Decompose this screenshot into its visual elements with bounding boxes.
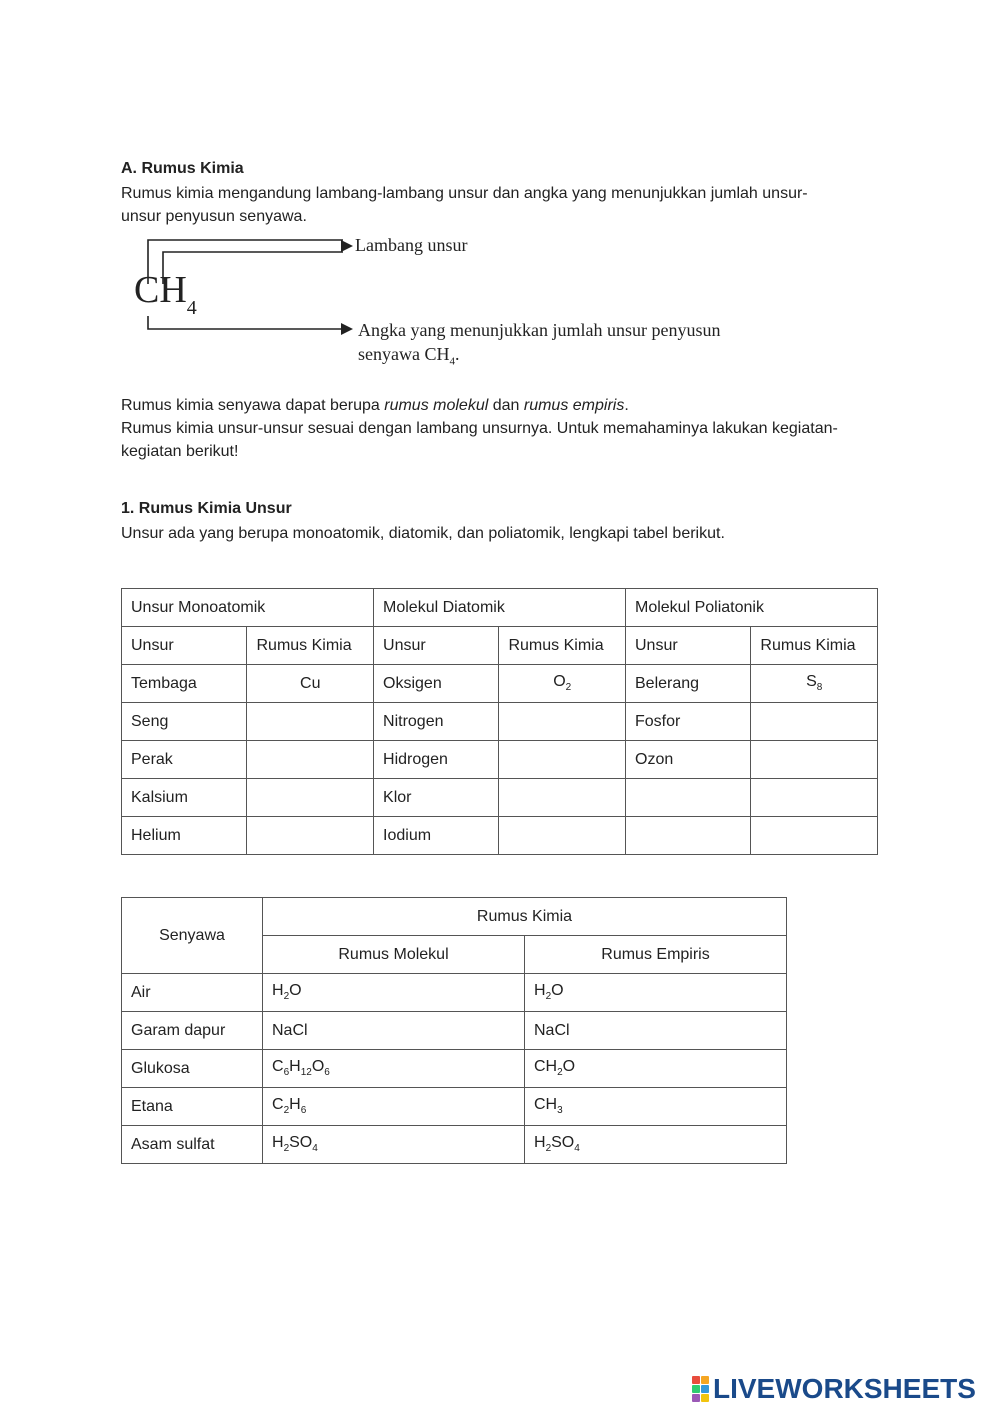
empirical-formula: NaCl [525, 1012, 787, 1050]
compound-name: Air [122, 974, 263, 1012]
answer-input-hidrogen[interactable] [499, 741, 626, 779]
compound-name: Asam sulfat [122, 1126, 263, 1164]
answer-input-nitrogen[interactable] [499, 703, 626, 741]
section-1-title: 1. Rumus Kimia Unsur [121, 500, 292, 517]
element-name: Ozon [626, 741, 751, 779]
col-unsur: Unsur [374, 627, 499, 665]
table-row [122, 1050, 787, 1088]
element-formula [751, 665, 878, 703]
ch4-formula [134, 269, 197, 319]
p2-text-e: . [624, 397, 629, 414]
compound-name: Glukosa [122, 1050, 263, 1088]
table-subheader-row [122, 627, 878, 665]
answer-input-helium[interactable] [247, 817, 374, 855]
answer-input-ozon[interactable] [751, 741, 878, 779]
paragraph-2 [121, 394, 881, 463]
element-name: Kalsium [122, 779, 247, 817]
paragraph-2-line-2: Rumus kimia unsur-unsur sesuai dengan lambang unsurnya. Untuk memahaminya lakukan kegiatan- [121, 420, 838, 437]
element-name: Hidrogen [374, 741, 499, 779]
section-a-line-2: unsur penyusun senyawa. [121, 208, 307, 225]
empty-cell [626, 779, 751, 817]
liveworksheets-logo-text: LIVEWORKSHEETS [713, 1373, 976, 1404]
element-name: Klor [374, 779, 499, 817]
col-unsur: Unsur [626, 627, 751, 665]
label-angka-sub: 4 [449, 355, 455, 368]
table-row [122, 741, 878, 779]
label-lambang-unsur: Lambang unsur [355, 235, 468, 255]
p2-text-c: dan [488, 397, 524, 414]
compound-name: Garam dapur [122, 1012, 263, 1050]
empty-cell [751, 817, 878, 855]
section-a-line-1: Rumus kimia mengandung lambang-lambang unsur dan angka yang menunjukkan jumlah unsur- [121, 185, 808, 202]
label-angka [358, 318, 720, 374]
ch4-formula-diagram [121, 232, 821, 372]
empty-cell [626, 817, 751, 855]
compound-name: Etana [122, 1088, 263, 1126]
table-row [122, 665, 878, 703]
formula-main: CH [134, 269, 187, 311]
empirical-formula: $H_2O$ [525, 974, 787, 1012]
compounds-table [121, 897, 787, 1164]
header-poliatomik: Molekul Poliatonik [626, 589, 878, 627]
answer-input-kalsium[interactable] [247, 779, 374, 817]
answer-input-seng[interactable] [247, 703, 374, 741]
p2-rumus-molekul: rumus molekul [384, 397, 489, 414]
table-row [122, 1126, 787, 1164]
liveworksheets-logo[interactable] [692, 1374, 976, 1404]
p2-text-a: Rumus kimia senyawa dapat berupa [121, 397, 385, 414]
empirical-formula: $H_2SO_4$ [525, 1126, 787, 1164]
element-name: Iodium [374, 817, 499, 855]
section-1-text: Unsur ada yang berupa monoatomik, diatomik, dan poliatomik, lengkapi tabel berikut. [121, 525, 725, 542]
liveworksheets-logo-icon [692, 1376, 709, 1402]
table-row [122, 779, 878, 817]
answer-input-iodium[interactable] [499, 817, 626, 855]
formula-subscript: 2 [565, 682, 572, 694]
answer-input-klor[interactable] [499, 779, 626, 817]
empirical-formula: $CH_3$ [525, 1088, 787, 1126]
element-name: Tembaga [122, 665, 247, 703]
element-name: Seng [122, 703, 247, 741]
element-formula: Cu [247, 665, 374, 703]
answer-input-perak[interactable] [247, 741, 374, 779]
empty-cell [751, 779, 878, 817]
header-rumus-molekul: Rumus Molekul [263, 936, 525, 974]
formula-subscript: 4 [186, 297, 197, 319]
col-rumus-kimia: Rumus Kimia [751, 627, 878, 665]
formula-symbol: O [553, 673, 566, 691]
p2-rumus-empiris: rumus empiris [523, 397, 625, 414]
label-angka-line-2 [358, 342, 720, 374]
table-header-row [122, 589, 878, 627]
col-rumus-kimia: Rumus Kimia [247, 627, 374, 665]
header-senyawa: Senyawa [122, 898, 263, 974]
element-name: Nitrogen [374, 703, 499, 741]
molecular-formula: $C_2H_6$ [263, 1088, 525, 1126]
table-row [122, 703, 878, 741]
element-name: Perak [122, 741, 247, 779]
element-name: Oksigen [374, 665, 499, 703]
table-header-row [122, 898, 787, 936]
table-row [122, 1012, 787, 1050]
label-angka-line-1: Angka yang menunjukkan jumlah unsur penyusun [358, 320, 721, 340]
empirical-formula: $CH_2O$ [525, 1050, 787, 1088]
paragraph-2-line-3: kegiatan berikut! [121, 443, 239, 460]
col-rumus-kimia: Rumus Kimia [499, 627, 626, 665]
header-rumus-kimia: Rumus Kimia [263, 898, 787, 936]
section-a-text [121, 182, 881, 228]
section-a-title: A. Rumus Kimia [121, 160, 244, 177]
elements-table [121, 588, 878, 855]
label-angka-end: . [454, 344, 460, 364]
formula-subscript: 8 [816, 682, 823, 694]
molecular-formula: NaCl [263, 1012, 525, 1050]
formula-symbol: S [806, 673, 817, 691]
table-row [122, 1088, 787, 1126]
header-monoatomik: Unsur Monoatomik [122, 589, 374, 627]
molecular-formula: $C_6H_{12}O_6$ [263, 1050, 525, 1088]
header-rumus-empiris: Rumus Empiris [525, 936, 787, 974]
label-angka-ch: senyawa CH [358, 344, 450, 364]
table-row [122, 974, 787, 1012]
answer-input-fosfor[interactable] [751, 703, 878, 741]
element-formula [499, 665, 626, 703]
table-row [122, 817, 878, 855]
col-unsur: Unsur [122, 627, 247, 665]
element-name: Belerang [626, 665, 751, 703]
header-diatomik: Molekul Diatomik [374, 589, 626, 627]
element-name: Fosfor [626, 703, 751, 741]
molecular-formula: $H_2SO_4$ [263, 1126, 525, 1164]
molecular-formula: $H_2O$ [263, 974, 525, 1012]
paragraph-2-line-1 [121, 394, 881, 417]
element-name: Helium [122, 817, 247, 855]
